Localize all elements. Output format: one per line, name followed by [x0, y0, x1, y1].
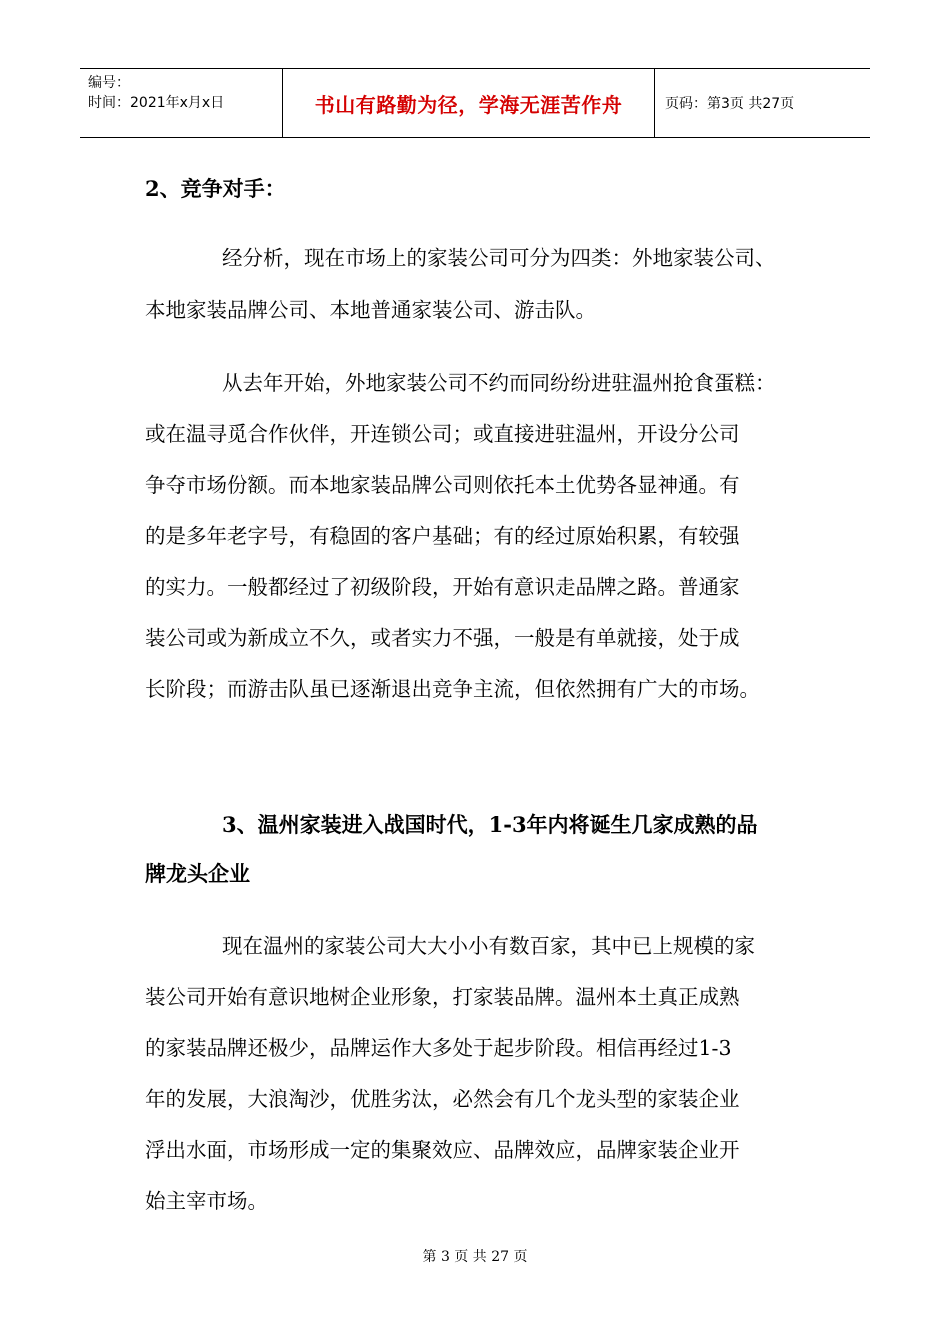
- document-time-label: 时间：2021年x月x日: [88, 95, 225, 111]
- paragraph-line: 的家装品牌还极少，品牌运作大多处于起步阶段。相信再经过1-3: [145, 1036, 732, 1060]
- page-header: [80, 68, 870, 138]
- section-heading: 2、竞争对手：: [145, 176, 286, 201]
- document-number-label: 编号：: [88, 75, 130, 91]
- paragraph-line: 的实力。一般都经过了初级阶段，开始有意识走品牌之路。普通家: [145, 575, 740, 599]
- page-footer: 第 3 页 共 27 页: [422, 1249, 528, 1265]
- paragraph-line: 装公司开始有意识地树企业形象，打家装品牌。温州本土真正成熟: [145, 985, 740, 1009]
- paragraph-line: 年的发展，大浪淘沙，优胜劣汰，必然会有几个龙头型的家装企业: [145, 1087, 740, 1111]
- section-heading: 3、温州家装进入战国时代，1-3年内将诞生几家成熟的品: [222, 812, 758, 837]
- paragraph-line: 装公司或为新成立不久，或者实力不强，一般是有单就接，处于成: [145, 626, 740, 650]
- paragraph-line: 从去年开始，外地家装公司不约而同纷纷进驻温州抢食蛋糕：: [222, 371, 776, 395]
- header-motto: 书山有路勤为径，学海无涯苦作舟: [283, 69, 655, 137]
- paragraph-line: 争夺市场份额。而本地家装品牌公司则依托本土优势各显神通。有: [145, 473, 740, 497]
- paragraph-line: 的是多年老字号，有稳固的客户基础；有的经过原始积累，有较强: [145, 524, 740, 548]
- header-page-info: 页码：第3页 共27页: [665, 96, 795, 112]
- paragraph-line: 现在温州的家装公司大大小小有数百家，其中已上规模的家: [222, 934, 755, 958]
- section-heading-continued: 牌龙头企业: [145, 861, 250, 886]
- paragraph-line: 本地家装品牌公司、本地普通家装公司、游击队。: [145, 298, 596, 322]
- paragraph-line: 浮出水面，市场形成一定的集聚效应、品牌效应，品牌家装企业开: [145, 1138, 740, 1162]
- paragraph-line: 或在温寻觅合作伙伴，开连锁公司；或直接进驻温州，开设分公司: [145, 422, 740, 446]
- paragraph-line: 长阶段；而游击队虽已逐渐退出竞争主流，但依然拥有广大的市场。: [145, 677, 760, 701]
- header-meta-cell: [80, 69, 283, 137]
- paragraph-line: 始主宰市场。: [145, 1189, 268, 1213]
- paragraph-line: 经分析，现在市场上的家装公司可分为四类：外地家装公司、: [222, 246, 776, 270]
